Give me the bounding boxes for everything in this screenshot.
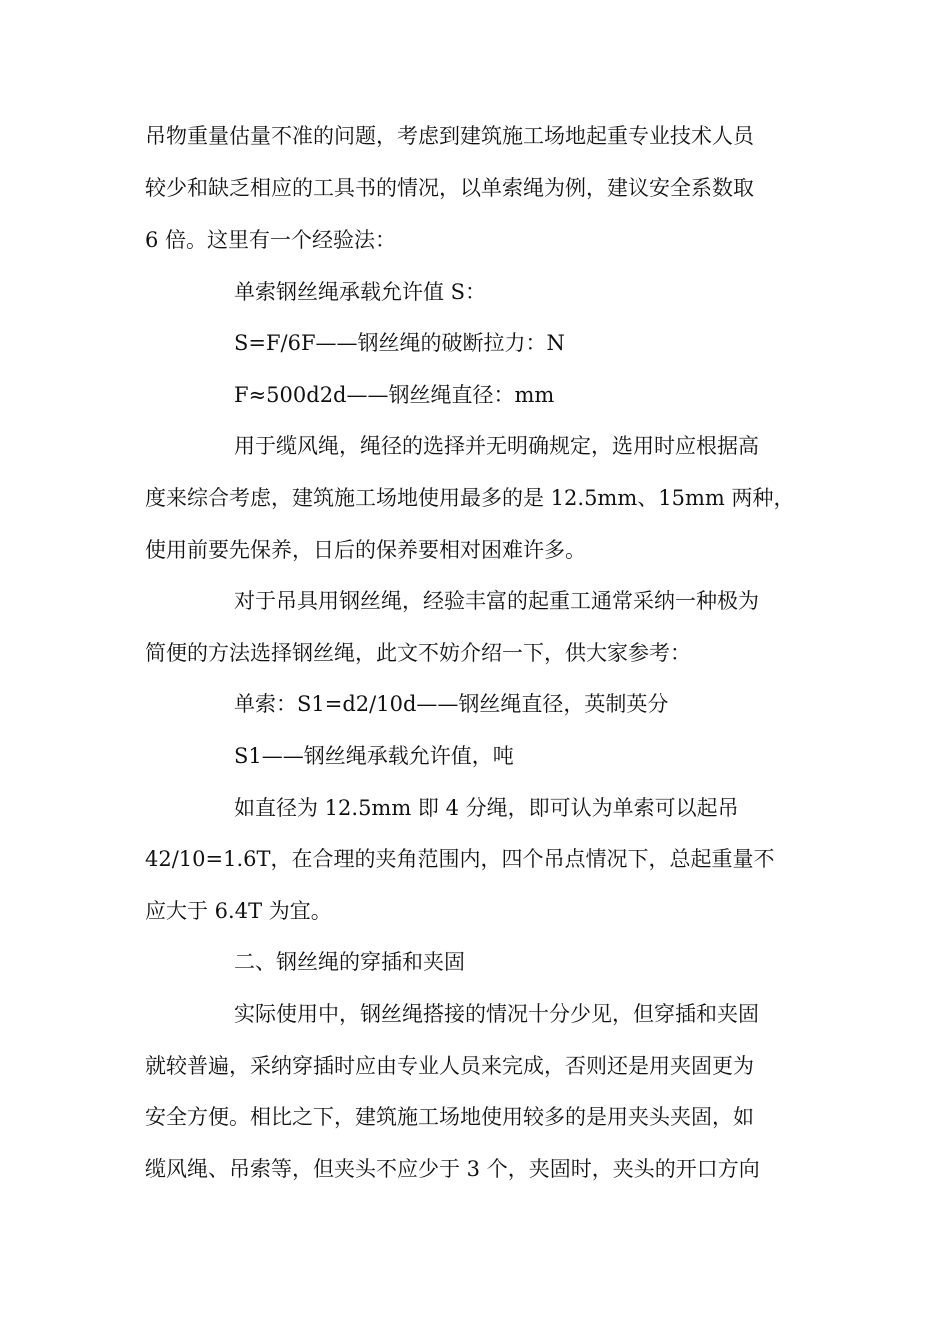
paragraph-line: 度来综合考虑，建筑施工场地使用最多的是 12.5mm、15mm 两种， (145, 486, 795, 510)
paragraph-line: 使用前要先保养，日后的保养要相对困难许多。 (145, 538, 586, 562)
section-heading: 二、钢丝绳的穿插和夹固 (234, 950, 465, 974)
paragraph-line: 如直径为 12.5mm 即 4 分绳，即可认为单索可以起吊 (234, 796, 739, 820)
paragraph-line: 就较普遍，采纳穿插时应由专业人员来完成，否则还是用夹固更为 (145, 1054, 754, 1078)
paragraph-line: 实际使用中，钢丝绳搭接的情况十分少见，但穿插和夹固 (234, 1002, 759, 1026)
paragraph-line: 应大于 6.4T 为宜。 (145, 899, 332, 923)
formula-line: 单索：S1=d2/10d——钢丝绳直径，英制英分 (234, 692, 669, 716)
formula-line: S=F/6F——钢丝绳的破断拉力：N (234, 331, 565, 355)
paragraph-line: 用于缆风绳，绳径的选择并无明确规定，选用时应根据高 (234, 434, 759, 458)
paragraph-line: 42/10=1.6T，在合理的夹角范围内，四个吊点情况下，总起重量不 (145, 847, 775, 871)
paragraph-line: 对于吊具用钢丝绳，经验丰富的起重工通常采纳一种极为 (234, 589, 759, 613)
formula-heading-line: 单索钢丝绳承载允许值 S： (234, 280, 487, 304)
paragraph-line: 较少和缺乏相应的工具书的情况，以单索绳为例，建议安全系数取 (145, 176, 754, 200)
paragraph-line: 安全方便。相比之下，建筑施工场地使用较多的是用夹头夹固，如 (145, 1105, 754, 1129)
paragraph-line: 6 倍。这里有一个经验法： (145, 228, 397, 252)
paragraph-line: 缆风绳、吊索等，但夹头不应少于 3 个，夹固时，夹头的开口方向 (145, 1157, 760, 1181)
paragraph-line: 简便的方法选择钢丝绳，此文不妨介绍一下，供大家参考： (145, 641, 691, 665)
paragraph-line: 吊物重量估量不准的问题，考虑到建筑施工场地起重专业技术人员 (145, 124, 754, 148)
formula-line: F≈500d2d——钢丝绳直径：mm (234, 383, 555, 407)
formula-line: S1——钢丝绳承载允许值，吨 (234, 744, 514, 768)
